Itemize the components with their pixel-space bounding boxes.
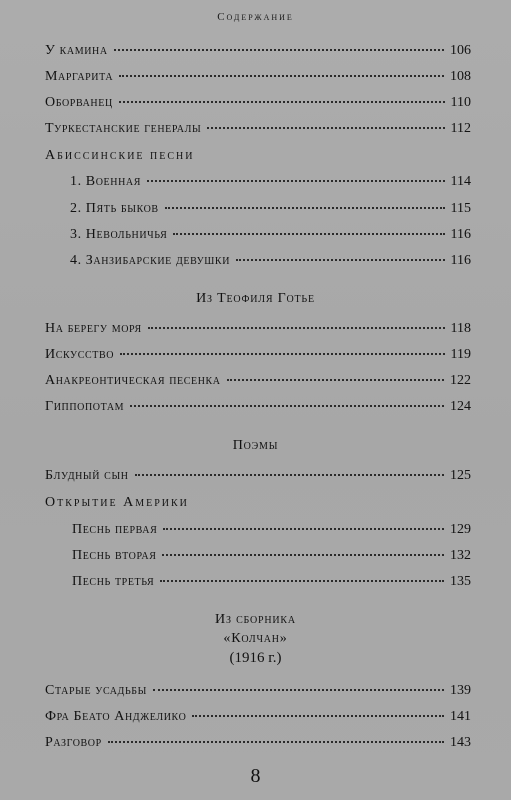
toc-entry-title: Фра Беато Анджелико <box>45 709 187 724</box>
toc-entry-page: 116 <box>450 227 471 242</box>
toc-entry <box>45 347 471 363</box>
toc-entry <box>45 735 471 751</box>
dot-leader <box>114 49 444 51</box>
toc-subentry <box>72 548 471 564</box>
toc-subentry <box>70 174 471 190</box>
toc-entry <box>45 399 471 415</box>
toc-entry <box>45 468 471 484</box>
dot-leader <box>120 353 444 355</box>
toc-entry-title: Маргарита <box>45 69 114 84</box>
toc-entry-page: 114 <box>450 174 471 189</box>
toc-entry <box>45 373 471 389</box>
toc-entry-title: 2. Пять быков <box>70 201 159 216</box>
section-heading: Поэмы <box>232 438 279 453</box>
dot-leader <box>207 127 444 129</box>
section-subheading: «Колчан» <box>223 631 288 646</box>
toc-entry-page: 132 <box>450 548 471 563</box>
dot-leader <box>153 689 444 691</box>
toc-entry-title: У камина <box>45 43 108 58</box>
toc-entry-title: Песнь первая <box>72 522 158 537</box>
toc-entry-title: Старые усадьбы <box>45 683 147 698</box>
dot-leader <box>163 528 444 530</box>
section-heading: Из Теофиля Готье <box>196 291 315 306</box>
toc-group-label: Открытие Америки <box>45 495 189 510</box>
toc-entry-page: 118 <box>450 321 471 336</box>
toc-entry-page: 116 <box>450 253 471 268</box>
toc-subentry <box>70 227 471 243</box>
toc-entry <box>45 683 471 699</box>
toc-entry-page: 124 <box>450 399 471 414</box>
toc-entry-title: 4. Занзибарские девушки <box>70 253 231 268</box>
toc-entry-page: 119 <box>450 347 471 362</box>
running-head: Содержание <box>217 11 294 23</box>
toc-entry-page: 110 <box>450 95 471 110</box>
toc-entry <box>45 321 471 337</box>
toc-entry-title: Блудный сын <box>45 468 129 483</box>
toc-entry-title: Разговор <box>45 735 102 750</box>
toc-entry-title: Гиппопотам <box>45 399 125 414</box>
toc-group-label: Абиссинские песни <box>45 148 195 163</box>
toc-entry <box>45 69 471 85</box>
toc-entry-title: 3. Невольничья <box>70 227 168 242</box>
page-number: 8 <box>250 765 261 787</box>
dot-leader <box>147 180 445 182</box>
dot-leader <box>236 259 444 261</box>
dot-leader <box>173 233 444 235</box>
toc-entry-title: Туркестанские генералы <box>45 121 202 136</box>
dot-leader <box>130 405 444 407</box>
toc-subentry <box>72 522 471 538</box>
dot-leader <box>165 207 445 209</box>
toc-entry-page: 143 <box>450 735 471 750</box>
dot-leader <box>192 715 444 717</box>
toc-entry-title: Песнь вторая <box>72 548 157 563</box>
toc-entry-page: 125 <box>450 468 471 483</box>
toc-entry-page: 122 <box>450 373 471 388</box>
toc-entry <box>45 95 471 111</box>
dot-leader <box>108 741 444 743</box>
toc-subentry <box>72 574 471 590</box>
dot-leader <box>135 474 444 476</box>
toc-entry <box>45 121 471 137</box>
toc-entry-title: Песнь третья <box>72 574 155 589</box>
toc-entry-page: 115 <box>450 201 471 216</box>
toc-entry-page: 112 <box>450 121 471 136</box>
dot-leader <box>227 379 444 381</box>
toc-entry <box>45 43 471 59</box>
toc-entry-title: Анакреонтическая песенка <box>45 373 221 388</box>
toc-entry-page: 139 <box>450 683 471 698</box>
dot-leader <box>119 75 444 77</box>
toc-entry-page: 135 <box>450 574 471 589</box>
toc-entry-title: На берегу моря <box>45 321 142 336</box>
toc-entry-page: 108 <box>450 69 471 84</box>
dot-leader <box>119 101 445 103</box>
toc-entry-title: Оборванец <box>45 95 113 110</box>
toc-entry-title: 1. Военная <box>70 174 142 189</box>
toc-subentry <box>70 201 471 217</box>
dot-leader <box>148 327 445 329</box>
toc-entry-page: 129 <box>450 522 471 537</box>
toc-entry-page: 141 <box>450 709 471 724</box>
toc-entry-page: 106 <box>450 43 471 58</box>
section-heading: Из сборника <box>215 612 296 627</box>
toc-entry <box>45 709 471 725</box>
section-year: (1916 г.) <box>229 650 282 666</box>
toc-subentry <box>70 253 471 269</box>
toc-entry-title: Искусство <box>45 347 115 362</box>
dot-leader <box>162 554 444 556</box>
dot-leader <box>160 580 444 582</box>
